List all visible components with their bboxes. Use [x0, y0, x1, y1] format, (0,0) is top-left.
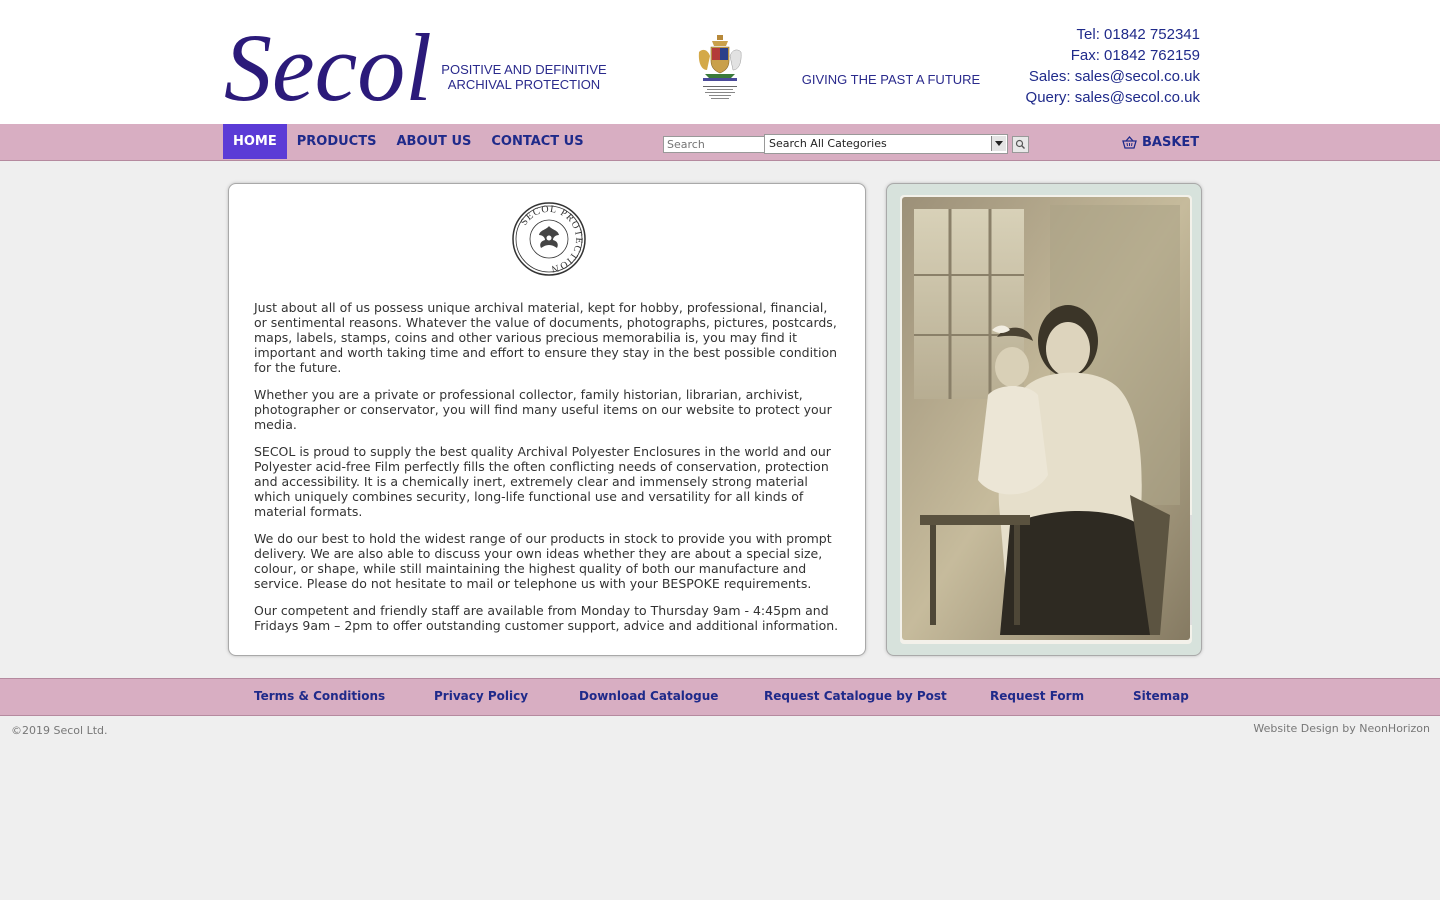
chevron-down-icon[interactable] — [991, 136, 1006, 151]
category-select-value: Search All Categories — [769, 137, 887, 150]
nav-item-contact-us[interactable]: CONTACT US — [491, 134, 584, 149]
footer-link-request-catalogue-post[interactable]: Request Catalogue by Post — [764, 689, 947, 703]
basket-label: BASKET — [1142, 134, 1200, 150]
intro-paragraph: We do our best to hold the widest range of our products in stock to provide you with prompt delivery. We are also able to discuss your own ideas whether they are about a special size, colour, or shape, while still maintaining the highest quality of both our manufacture and service. Please do not hesitate to mail or telephone us with your BESPOKE requirements. — [254, 531, 832, 591]
tagline-left-line1: POSITIVE AND DEFINITIVE — [441, 62, 607, 77]
secol-protection-seal-icon — [512, 202, 586, 276]
search-input[interactable] — [663, 136, 766, 153]
main-nav — [223, 124, 594, 159]
contact-info — [960, 24, 1200, 108]
vintage-photo-image — [900, 195, 1192, 644]
intro-panel — [228, 183, 866, 656]
footer-link-terms[interactable]: Terms & Conditions — [254, 689, 386, 703]
footer-link-sitemap[interactable]: Sitemap — [1133, 689, 1189, 703]
footer-link-download-catalogue[interactable]: Download Catalogue — [579, 689, 719, 703]
basket-link[interactable] — [1122, 134, 1199, 150]
search-button[interactable] — [1012, 136, 1029, 153]
tagline-right: GIVING THE PAST A FUTURE — [801, 72, 981, 87]
intro-text — [254, 300, 844, 645]
intro-paragraph: Our competent and friendly staff are available from Monday to Thursday 9am - 4:45pm and Fridays 9am – 2pm to offer outstanding customer support, advice and additional information. — [254, 603, 839, 633]
contact-fax: Fax: 01842 762159 — [1070, 47, 1200, 64]
magnifier-icon — [1013, 137, 1028, 152]
footer-link-request-form[interactable]: Request Form — [990, 689, 1085, 703]
secol-logo[interactable] — [222, 10, 432, 121]
seal-text: SECOL PROTECTION — [518, 203, 585, 275]
footer-links — [0, 678, 1440, 714]
category-select[interactable] — [764, 134, 1008, 154]
nav-item-home[interactable]: HOME — [223, 124, 287, 159]
photo-panel — [886, 183, 1202, 656]
copyright-text: ©2019 Secol Ltd. — [11, 724, 108, 737]
logo-text: Secol — [224, 14, 432, 121]
tagline-left-line2: ARCHIVAL PROTECTION — [447, 77, 601, 92]
contact-sales-email[interactable]: Sales: sales@secol.co.uk — [1028, 68, 1200, 85]
intro-paragraph: SECOL is proud to supply the best quality Archival Polyester Enclosures in the world and our Polyester acid-free Film perfectly fills the often conflicting needs of conservation, protection and accessibility. It is a chemically inert, extremely clear and immensely strong material which uniquely combines security, long-life functional use and versatility for all kinds of material formats. — [254, 444, 831, 519]
nav-item-about-us[interactable]: ABOUT US — [396, 134, 472, 149]
intro-paragraph: Whether you are a private or professional collector, family historian, librarian, archivist, photographer or conservator, you will find many useful items on our website to protect your media. — [254, 387, 832, 432]
intro-paragraph: Just about all of us possess unique archival material, kept for hobby, professional, financial, or sentimental reasons. Whatever the value of documents, photographs, pictures, postcards, maps, labels, stamps, coins and other various precious memorabilia is, you may find it important and worth taking time and effort to ensure they stay in the best possible condition for the future. — [254, 300, 838, 375]
design-credit-link[interactable]: Website Design by NeonHorizon — [1253, 722, 1430, 735]
royal-warrant-crest-icon — [693, 34, 747, 104]
tagline-left — [428, 62, 620, 92]
nav-item-products[interactable]: PRODUCTS — [296, 134, 377, 149]
contact-tel[interactable]: Tel: 01842 752341 — [1076, 26, 1200, 43]
basket-icon — [1122, 136, 1137, 149]
footer-link-privacy[interactable]: Privacy Policy — [434, 689, 529, 703]
contact-query-email[interactable]: Query: sales@secol.co.uk — [1025, 89, 1200, 106]
